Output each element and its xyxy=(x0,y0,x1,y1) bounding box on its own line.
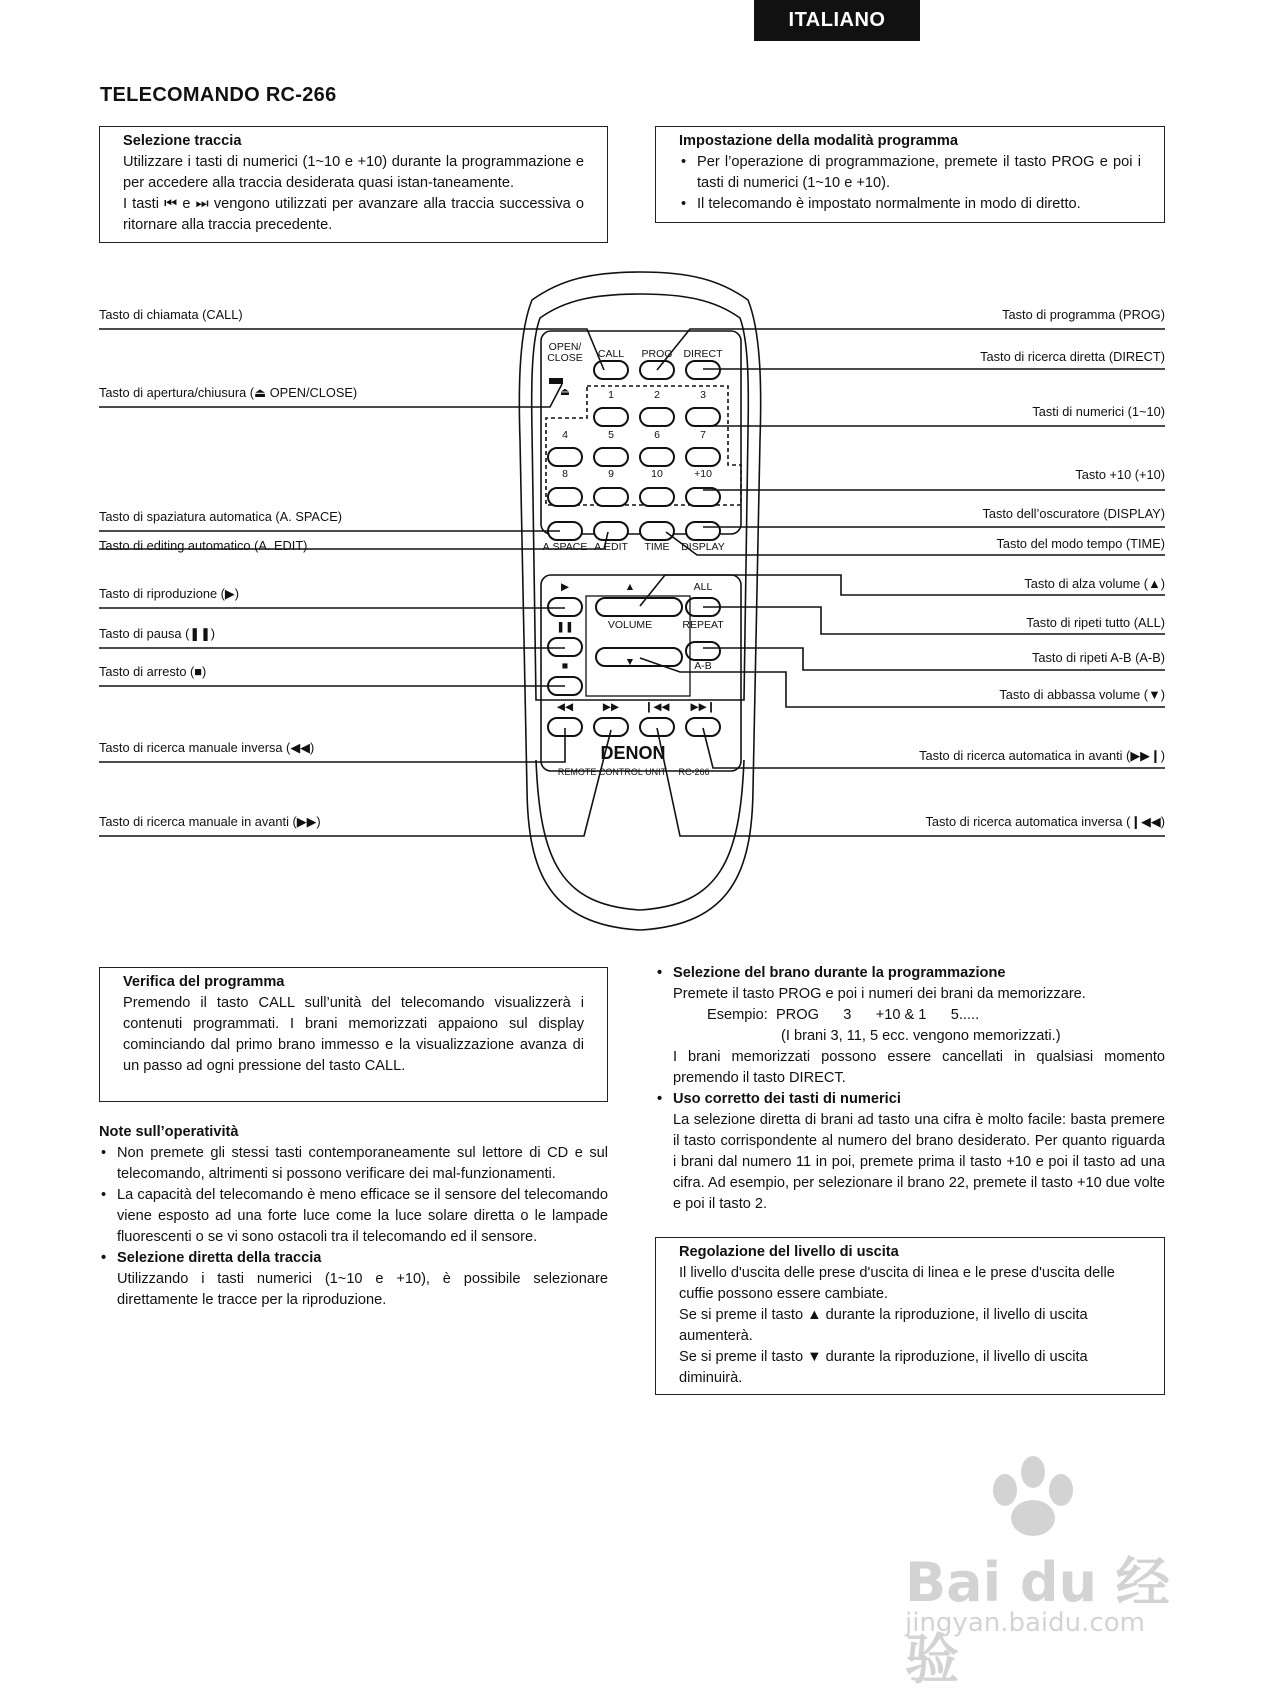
brano-example: Esempio: PROG 3 +10 & 1 5..... xyxy=(707,1007,980,1023)
callout-next: Tasto di ricerca automatica in avanti (▶▶❙) xyxy=(919,748,1165,763)
open-close-label-2: CLOSE xyxy=(547,352,583,364)
num-label: 5 xyxy=(608,429,614,441)
call-label: CALL xyxy=(597,348,625,360)
box-title: Impostazione della modalità programma xyxy=(679,133,958,149)
repeat-label: REPEAT xyxy=(682,619,724,631)
uso-text: La selezione diretta di brani ad tasto una cifra è molto facile: basta premere il tasto corrispondente al numero del brano desiderato. Per quanto riguarda i brani dal numero 11 in poi, premete prima il tasto +10 e poi il tasto ad una cifra. Ad esempio, per selezionare il brano 22, premete il tasto +10 due volte e poi il tasto 2. xyxy=(673,1112,1166,1212)
time-label: TIME xyxy=(644,541,670,553)
callout-volume-down: Tasto di abbassa volume (▼) xyxy=(999,687,1165,702)
direct-button xyxy=(686,361,720,379)
volume-down-button xyxy=(596,648,682,666)
num-label: 4 xyxy=(562,429,568,441)
time-button xyxy=(640,522,674,540)
box-text: Premendo il tasto CALL sull’unità del telecomando visualizzerà i contenuti programmati. I brani memorizzati appaiono sul display cominciando dal primo brano immesso e la visualizzazione avanza di un passo ad ogni pressione del tasto CALL. xyxy=(123,995,584,1074)
num-label: 3 xyxy=(700,389,706,401)
note-title: Note sull’operatività xyxy=(99,1124,239,1140)
rew-icon: ◀◀ xyxy=(556,701,574,713)
next-icon: ▶▶❙ xyxy=(690,701,716,713)
box-text: Utilizzare i tasti di numerici (1~10 e +10) durante la programmazione e per accedere alla traccia desiderata quasi istan-taneamente. xyxy=(123,154,584,191)
ab-label: A-B xyxy=(694,660,712,672)
callout-volume-up: Tasto di alza volume (▲) xyxy=(1024,576,1165,591)
callout-aedit: Tasto di editing automatico (A. EDIT) xyxy=(99,538,308,553)
open-close-label: OPEN/ xyxy=(548,341,582,353)
display-label: DISPLAY xyxy=(681,541,725,553)
next-button xyxy=(686,718,720,736)
callout-direct: Tasto di ricerca diretta (DIRECT) xyxy=(980,349,1165,364)
callout-call: Tasto di chiamata (CALL) xyxy=(99,307,243,322)
pause-icon: ❚❚ xyxy=(556,621,574,633)
callout-rew: Tasto di ricerca manuale inversa (◀◀) xyxy=(99,740,315,755)
callout-ffwd: Tasto di ricerca manuale in avanti (▶▶) xyxy=(99,814,321,829)
volume-up-icon: ▲ xyxy=(624,581,636,593)
num-label: 8 xyxy=(562,468,568,480)
callout-display: Tasto dell’oscuratore (DISPLAY) xyxy=(982,506,1165,521)
box-title: Regolazione del livello di uscita xyxy=(679,1244,899,1260)
pause-button xyxy=(548,638,582,656)
num-label: +10 xyxy=(694,468,712,480)
note-item: • Non premete gli stessi tasti contemporaneamente sul lettore di CD e sul telecomando, altrimenti si possono verificare dei mal-funzionamenti. xyxy=(99,1143,608,1185)
brand-logo: DENON xyxy=(600,743,666,763)
bullet-item: • Il telecomando è impostato normalmente in modo di diretto. xyxy=(679,194,1141,215)
box-text: Se si preme il tasto ▼ durante la riproduzione, il livello di uscita diminuirà. xyxy=(679,1349,1088,1386)
box-verifica xyxy=(99,967,608,1102)
prog-label: PROG xyxy=(641,348,673,360)
callout-pause: Tasto di pausa (❚❚) xyxy=(99,626,216,641)
volume-down-icon: ▼ xyxy=(624,656,636,668)
open-close-button xyxy=(549,378,563,384)
prev-button xyxy=(640,718,674,736)
brano-text-2: I brani memorizzati possono essere cancellati in qualsiasi momento premendo il tasto DIRECT. xyxy=(673,1049,1165,1086)
num-label: 2 xyxy=(654,389,660,401)
callout-numbers: Tasti di numerici (1~10) xyxy=(1032,404,1165,419)
aspace-label: A.SPACE xyxy=(542,541,588,553)
unit-label: REMOTE CONTROL UNIT xyxy=(557,767,667,777)
brano-title: • Selezione del brano durante la programmazione xyxy=(655,963,1165,984)
box-title: Selezione traccia xyxy=(123,133,242,149)
note-section xyxy=(99,1122,608,1311)
callout-plus10: Tasto +10 (+10) xyxy=(1075,467,1165,482)
num-label: 10 xyxy=(651,468,663,480)
box-text: I tasti ⏮ e ⏭ vengono utilizzati per avanzare alla traccia successiva o ritornare alla traccia precedente. xyxy=(123,196,584,233)
brano-example-note: (I brani 3, 11, 5 ecc. vengono memorizzati.) xyxy=(781,1028,1061,1044)
box-regolazione xyxy=(655,1237,1165,1395)
num-label: 1 xyxy=(608,389,614,401)
watermark xyxy=(905,1430,1205,1691)
volume-up-button xyxy=(596,598,682,616)
callout-prev: Tasto di ricerca automatica inversa (❙◀◀) xyxy=(925,814,1165,829)
model-label: RC-266 xyxy=(678,767,710,777)
watermark-url: jingyan.baidu.com xyxy=(905,1608,1145,1638)
aedit-button xyxy=(594,522,628,540)
diretta-text: Utilizzando i tasti numerici (1~10 e +10), è possibile selezionare direttamente le tracce per la riproduzione. xyxy=(117,1271,608,1308)
num-label: 7 xyxy=(700,429,706,441)
callout-play: Tasto di riproduzione (▶) xyxy=(99,586,240,601)
call-button xyxy=(594,361,628,379)
callout-aspace: Tasto di spaziatura automatica (A. SPACE) xyxy=(99,509,343,524)
bullet-item: • Per l’operazione di programmazione, premete il tasto PROG e poi i tasti di numerici (1~10 e +10). xyxy=(679,152,1141,194)
stop-icon: ■ xyxy=(561,660,569,672)
callout-ab: Tasto di ripeti A-B (A-B) xyxy=(1032,650,1165,665)
callout-all: Tasto di ripeti tutto (ALL) xyxy=(1026,615,1165,630)
box-text: Il livello d'uscita delle prese d'uscita di linea e le prese d'uscita delle cuffie possono essere cambiate. xyxy=(679,1265,1115,1302)
callout-time: Tasto del modo tempo (TIME) xyxy=(996,536,1165,551)
display-button xyxy=(686,522,720,540)
prev-icon: ❙◀◀ xyxy=(644,701,670,713)
right-column xyxy=(655,963,1165,1215)
play-icon: ▶ xyxy=(560,581,570,593)
num-label: 6 xyxy=(654,429,660,441)
box-title: Verifica del programma xyxy=(123,974,285,990)
watermark-brand: Bai du 经验 xyxy=(905,1551,1170,1691)
direct-label: DIRECT xyxy=(683,348,723,360)
page-title: TELECOMANDO RC-266 xyxy=(100,84,337,106)
note-item: • La capacità del telecomando è meno efficace se il sensore del telecomando viene esposto ad una forte luce come la luce solare diretta o le lampade fluorescenti o se vi sono ostacoli tra il telecomando ed il sensore. xyxy=(99,1185,608,1248)
play-button xyxy=(548,598,582,616)
callout-stop: Tasto di arresto (■) xyxy=(99,664,207,679)
ffwd-button xyxy=(594,718,628,736)
language-tab: ITALIANO xyxy=(754,0,920,41)
ffwd-icon: ▶▶ xyxy=(602,701,620,713)
callout-open-close: Tasto di apertura/chiusura (⏏ OPEN/CLOSE) xyxy=(99,385,358,400)
ab-button xyxy=(686,642,720,660)
box-text: Se si preme il tasto ▲ durante la riproduzione, il livello di uscita aumenterà. xyxy=(679,1307,1088,1344)
uso-title: • Uso corretto dei tasti di numerici xyxy=(655,1089,1165,1110)
num-label: 9 xyxy=(608,468,614,480)
eject-icon: ⏏ xyxy=(560,386,570,398)
callout-prog: Tasto di programma (PROG) xyxy=(1002,307,1165,322)
all-label: ALL xyxy=(693,581,713,593)
diretta-title: • Selezione diretta della traccia xyxy=(99,1248,608,1269)
aedit-label: A.EDIT xyxy=(594,541,628,553)
brano-text: Premete il tasto PROG e poi i numeri dei brani da memorizzare. xyxy=(673,986,1086,1002)
volume-label: VOLUME xyxy=(607,619,653,631)
